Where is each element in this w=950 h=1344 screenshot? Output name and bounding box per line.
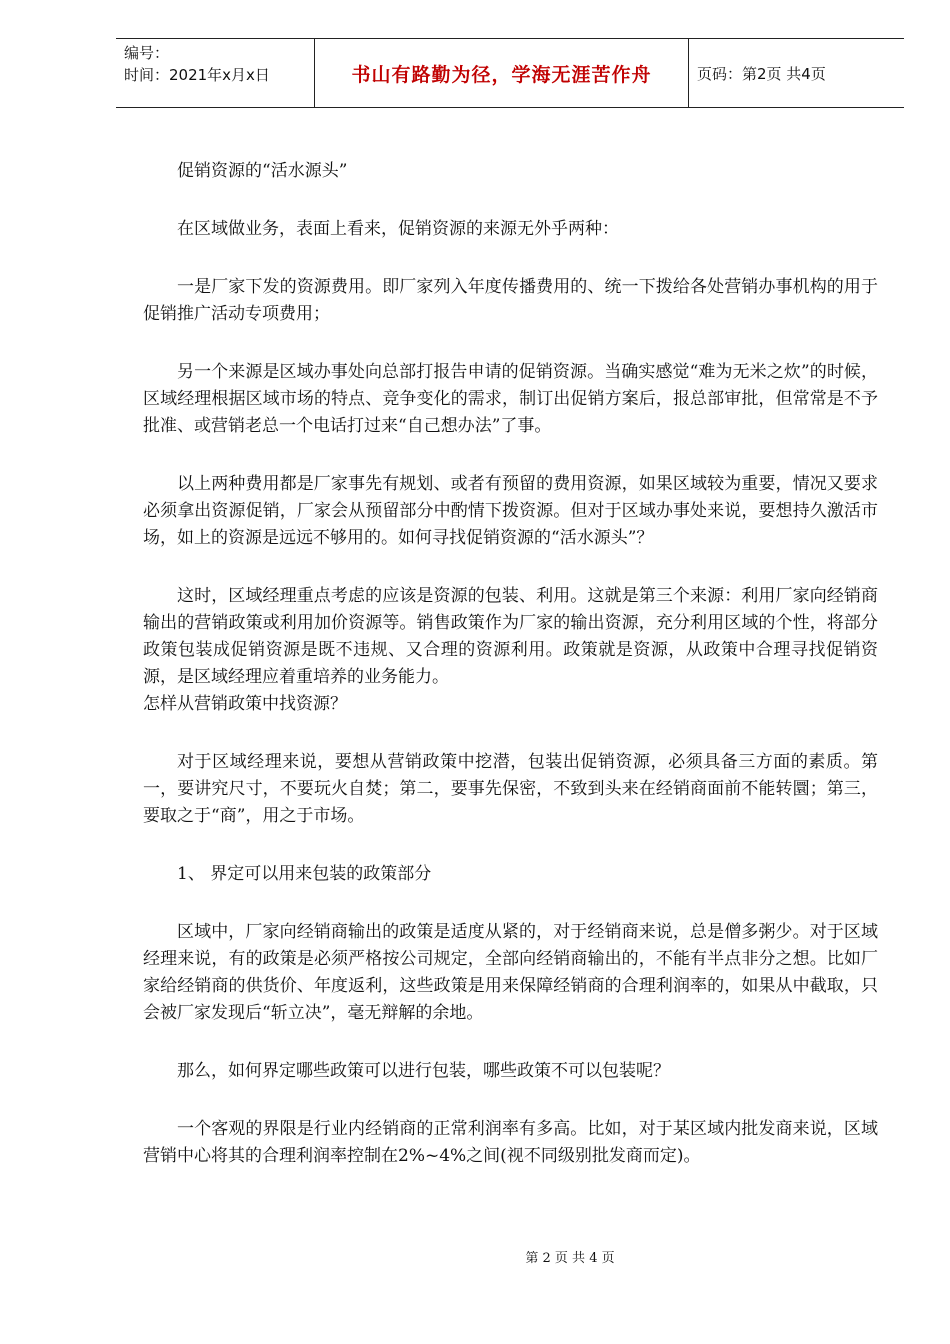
page-header [116,38,904,108]
paragraph: 那么，如何界定哪些政策可以进行包装，哪些政策不可以包装呢？ [177,1061,670,1081]
paragraph: 以上两种费用都是厂家事先有规划、或者有预留的费用资源，如果区域较为重要，情况又要求必须拿出资源促销，厂家会从预留部分中酌情下拨资源。但对于区域办事处来说，要想持久激活市场，如上的资源是远远不够用的。如何寻找促销资源的“活水源头”？ [143,474,878,548]
paragraph: 对于区域经理来说，要想从营销政策中挖潜，包装出促销资源，必须具备三方面的素质。第一，要讲究尺寸，不要玩火自焚；第二，要事先保密，不致到头来在经销商面前不能转圜；第三，要取之于“商”，用之于市场。 [143,752,878,826]
time-label: 时间：2021年x月x日 [124,66,270,84]
header-motto: 书山有路勤为径，学海无涯苦作舟 [315,39,689,107]
paragraph: 区域中，厂家向经销商输出的政策是适度从紧的，对于经销商来说，总是僧多粥少。对于区域经理来说，有的政策是必须严格按公司规定，全部向经销商输出的，不能有半点非分之想。比如厂家给经销商的供货价、年度返利，这些政策是用来保障经销商的合理利润率的，如果从中截取，只会被厂家发现后“斩立决”，毫无辩解的余地。 [143,922,878,1023]
page-footer: 第 2 页 共 4 页 [525,1251,615,1266]
paragraph: 在区域做业务，表面上看来，促销资源的来源无外乎两种： [177,219,619,239]
numbered-heading: 1、 界定可以用来包装的政策部分 [177,864,432,884]
paragraph: 这时，区域经理重点考虑的应该是资源的包装、利用。这就是第三个来源：利用厂家向经销商输出的营销政策或利用加价资源等。销售政策作为厂家的输出资源，充分利用区域的个性，将部分政策包装成促销资源是既不违规、又合理的资源利用。政策就是资源，从政策中合理寻找促销资源，是区域经理应着重培养的业务能力。 [143,586,878,687]
paragraph: 一是厂家下发的资源费用。即厂家列入年度传播费用的、统一下拨给各处营销办事机构的用于促销推广活动专项费用； [143,277,878,324]
paragraph: 一个客观的界限是行业内经销商的正常利润率有多高。比如，对于某区域内批发商来说，区域营销中心将其的合理利润率控制在2%~4%之间(视不同级别批发商而定)。 [143,1119,878,1166]
header-info-cell [116,39,315,107]
document-body [143,158,878,1201]
paragraph: 另一个来源是区域办事处向总部打报告申请的促销资源。当确实感觉“难为无米之炊”的时候，区域经理根据区域市场的特点、竞争变化的需求，制订出促销方案后，报总部审批，但常常是不予批准、或营销老总一个电话打过来“自己想办法”了事。 [143,362,878,436]
header-page-label: 页码：第2页 共4页 [697,64,826,83]
subheading: 怎样从营销政策中找资源？ [143,694,347,714]
section-title: 促销资源的“活水源头” [177,161,348,181]
number-label: 编号： [124,44,170,62]
